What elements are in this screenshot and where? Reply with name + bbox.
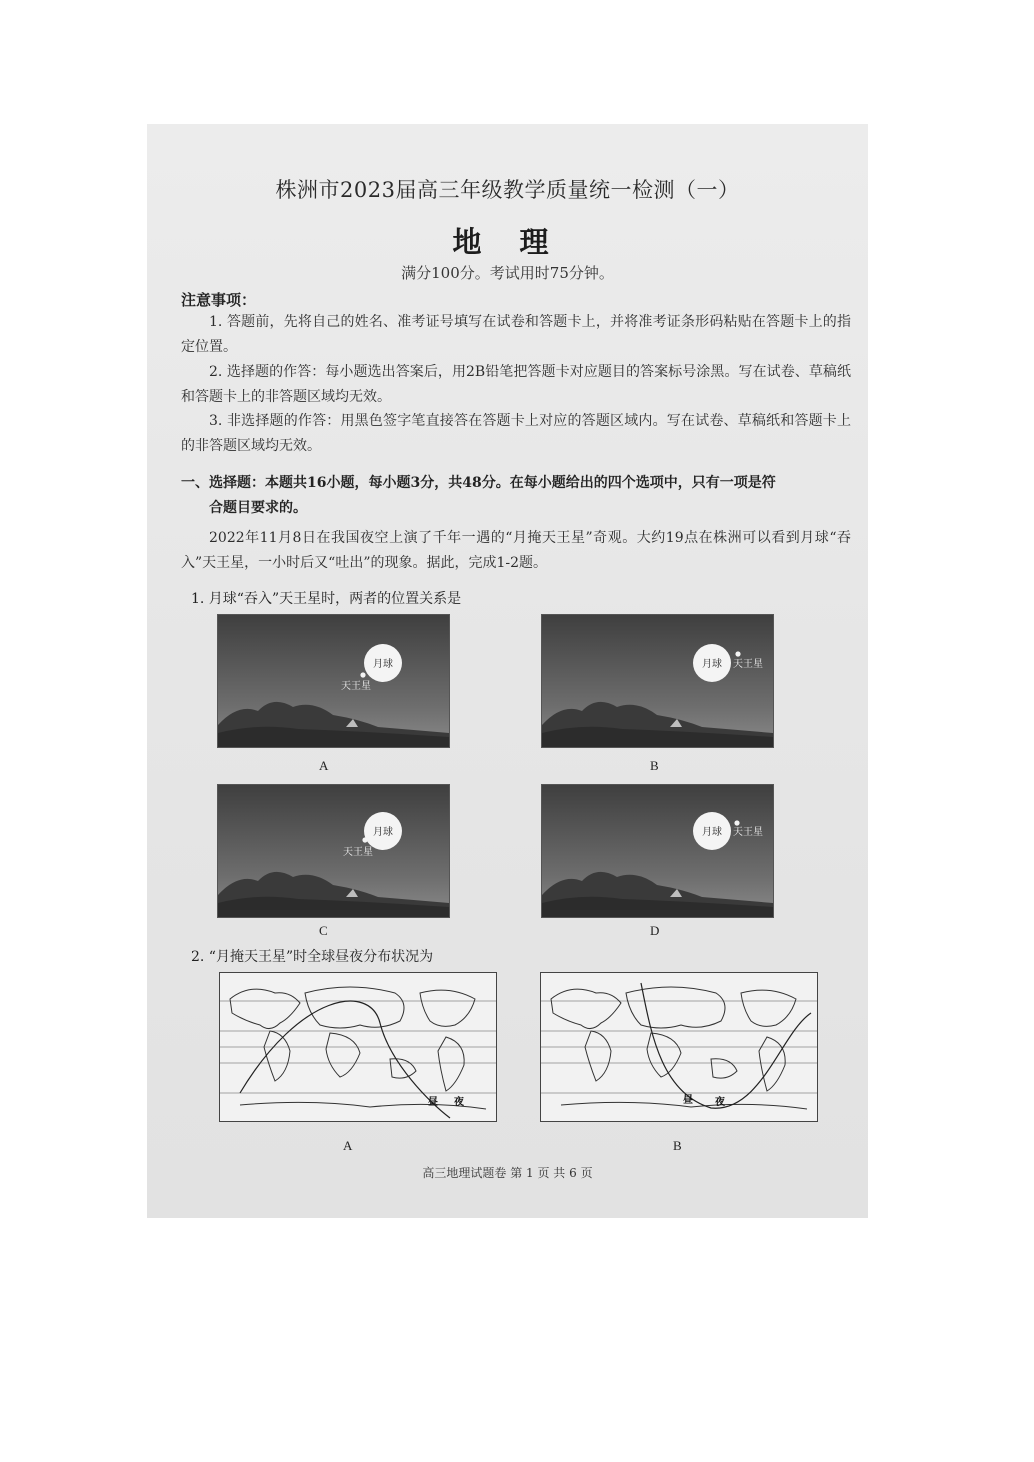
subject-title: 地 理 [452,225,563,259]
option-b-map [540,972,818,1122]
exam-title: 株洲市2023届高三年级教学质量统一检测（一） [275,178,740,202]
moon-label: 月球 [702,659,722,670]
uranus-label: 天王星 [341,681,371,692]
option-c-label: C [319,923,328,938]
option-b-map-label: B [673,1138,682,1153]
day-label: 昼 [683,1095,693,1106]
score-info: 满分100分。考试用时75分钟。 [401,264,614,282]
uranus-label: 天王星 [733,827,763,838]
question-1-stem: 1. 月球“吞入”天王星时，两者的位置关系是 [191,591,462,607]
section-heading [181,471,851,521]
section-heading-line-2: 合题目要求的。 [209,500,307,516]
notice-item-1: 1. 答题前，先将自己的姓名、准考证号填写在试卷和答题卡上，并将准考证条形码粘贴在答题卡上的指定位置。 [181,314,851,355]
exam-paper [147,124,868,1218]
option-a-image [217,614,450,748]
question-intro: 2022年11月8日在我国夜空上演了千年一遇的“月掩天王星”奇观。大约19点在株洲可以看到月球“吞入”天王星，一小时后又“吐出”的现象。据此，完成1-2题。 [181,530,851,571]
option-b-label: B [650,758,659,773]
option-a-map [219,972,497,1122]
uranus [360,672,365,677]
uranus [362,837,367,842]
moon-label: 月球 [702,827,722,838]
night-label: 夜 [715,1097,725,1108]
option-d-label: D [650,923,660,938]
option-a-label: A [319,758,329,773]
night-label: 夜 [454,1097,464,1108]
uranus-label: 天王星 [343,847,373,858]
option-b-image [541,614,774,748]
uranus [735,651,740,656]
option-c-image [217,784,450,918]
notice-item-2: 2. 选择题的作答：每小题选出答案后，用2B铅笔把答题卡对应题目的答案标号涂黑。写在试卷、草稿纸和答题卡上的非答题区域均无效。 [181,364,851,405]
uranus [734,820,739,825]
day-label: 昼 [428,1097,438,1108]
moon-label: 月球 [373,827,393,838]
moon-label: 月球 [373,659,393,670]
section-heading-line-1: 一、选择题：本题共16小题，每小题3分，共48分。在每小题给出的四个选项中，只有一项是符 [181,475,776,491]
page-footer: 高三地理试题卷 第 1 页 共 6 页 [422,1166,593,1180]
option-d-image [541,784,774,918]
uranus-label: 天王星 [733,659,763,670]
notice-heading: 注意事项： [181,291,257,309]
notice-item-3: 3. 非选择题的作答：用黑色签字笔直接答在答题卡上对应的答题区域内。写在试卷、草稿纸和答题卡上的非答题区域均无效。 [181,413,851,454]
question-2-stem: 2. “月掩天王星”时全球昼夜分布状况为 [191,949,434,965]
option-a-map-label: A [343,1138,353,1153]
